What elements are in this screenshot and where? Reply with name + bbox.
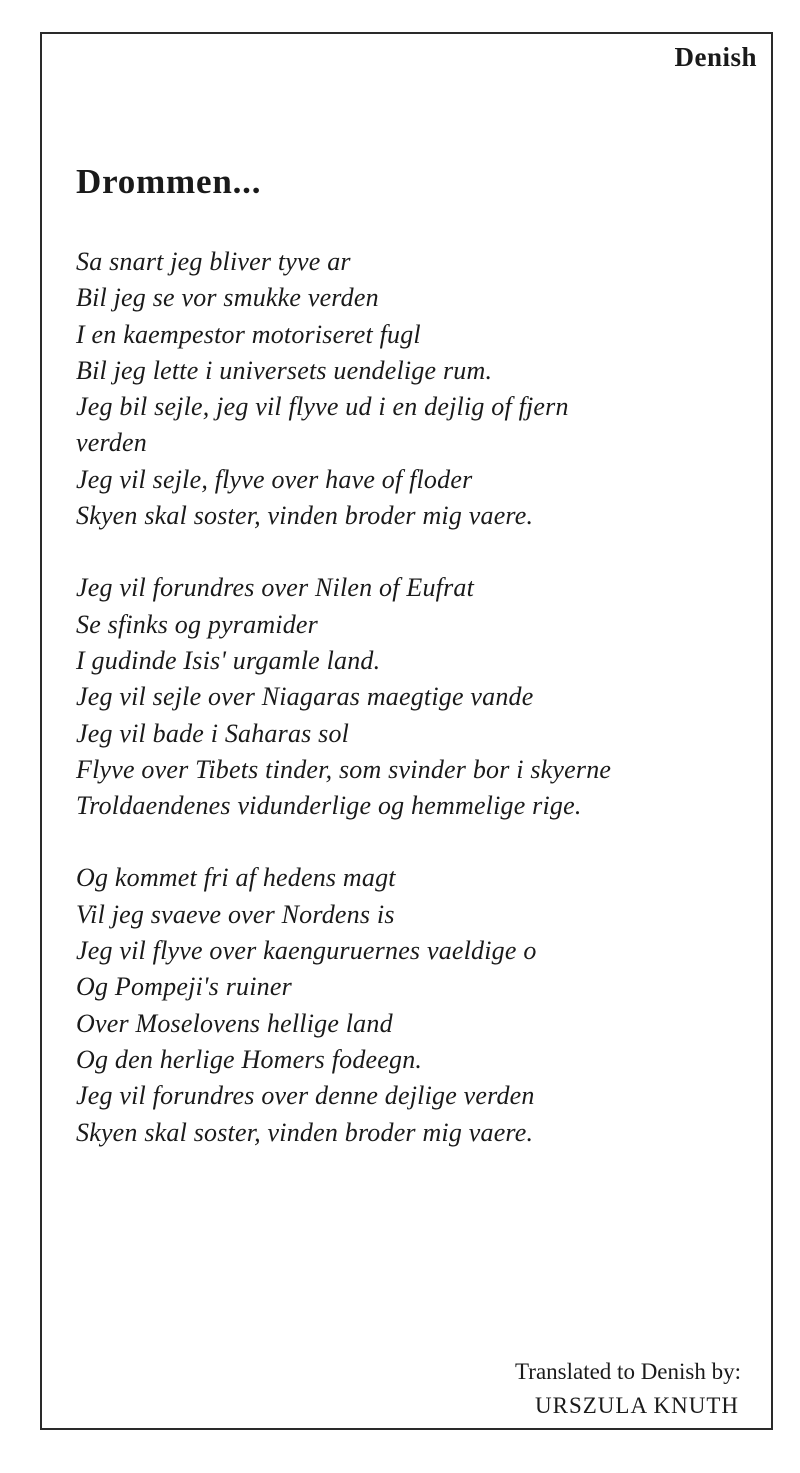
verse-line: Jeg bil sejle, jeg vil flyve ud i en dejlig of fjern: [76, 392, 569, 422]
translator-name: URSZULA KNUTH: [535, 1393, 740, 1418]
poem-body: [76, 244, 756, 1187]
stanza-1: [76, 244, 756, 534]
page-frame: [40, 32, 773, 1430]
verse-line: Troldaendenes vidunderlige og hemmelige rige.: [76, 791, 582, 821]
verse-line: Jeg vil forundres over Nilen of Eufrat: [76, 573, 475, 603]
verse-line: Jeg vil bade i Saharas sol: [76, 718, 350, 748]
verse-line: Bil jeg lette i universets uendelige rum.: [76, 355, 493, 385]
verse-line: Og kommet fri af hedens magt: [76, 863, 396, 893]
verse-line: Flyve over Tibets tinder, som svinder bor i skyerne: [76, 754, 612, 784]
stanza-3: [76, 860, 756, 1150]
verse-line: Vil jeg svaeve over Nordens is: [76, 899, 395, 929]
stanza-2: [76, 570, 756, 824]
verse-line: Skyen skal soster, vinden broder mig vaere.: [76, 1117, 534, 1147]
verse-line: Jeg vil sejle over Niagaras maegtige vande: [76, 682, 534, 712]
verse-line: I gudinde Isis' urgamle land.: [76, 645, 381, 675]
verse-line: Jeg vil forundres over denne dejlige verden: [76, 1081, 535, 1111]
language-label: Denish: [674, 42, 757, 72]
verse-line: Og den herlige Homers fodeegn.: [76, 1044, 423, 1074]
verse-line: Og Pompeji's ruiner: [76, 972, 292, 1002]
verse-line: Over Moselovens hellige land: [76, 1008, 393, 1038]
verse-line: Skyen skal soster, vinden broder mig vaere.: [76, 501, 534, 531]
translator-label: Translated to Denish by:: [515, 1359, 741, 1384]
verse-line: Se sfinks og pyramider: [76, 609, 318, 639]
verse-line: verden: [76, 428, 147, 458]
verse-line: Jeg vil sejle, flyve over have of floder: [76, 464, 473, 494]
verse-line: Sa snart jeg bliver tyve ar: [76, 247, 351, 276]
verse-line: I en kaempestor motoriseret fugl: [76, 319, 421, 349]
verse-line: Bil jeg se vor smukke verden: [76, 283, 379, 313]
verse-line: Jeg vil flyve over kaenguruernes vaeldige o: [76, 936, 537, 966]
translator-credit: [515, 1355, 741, 1423]
poem-title: Drommen...: [76, 162, 262, 201]
